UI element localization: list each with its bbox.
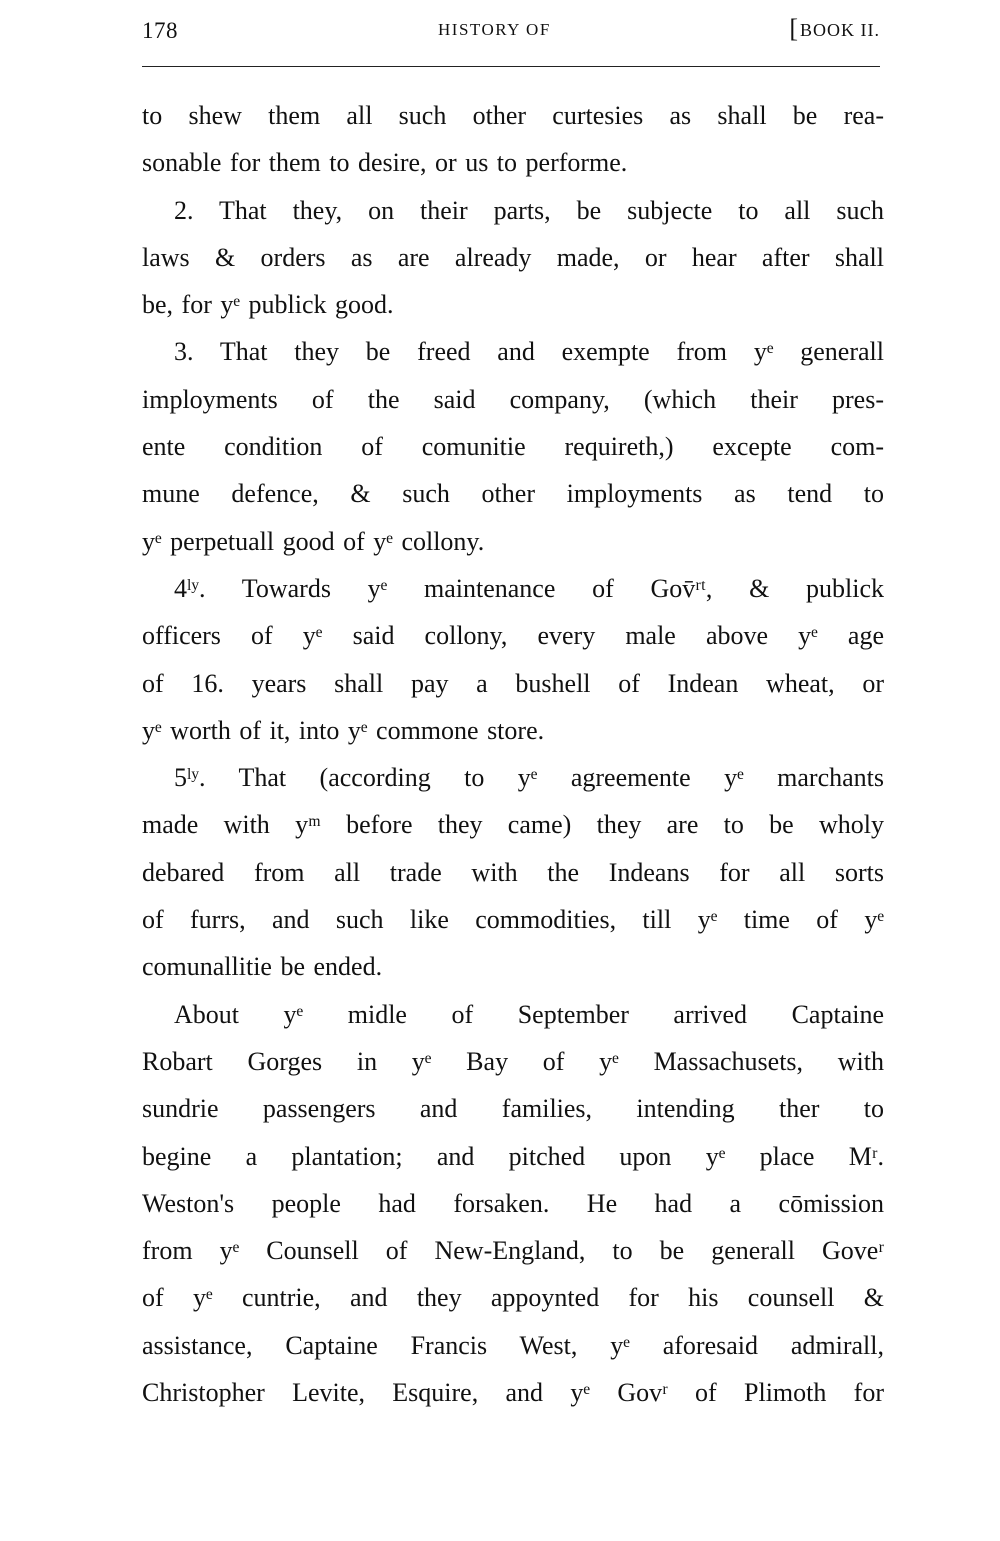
text-line: imployments of the said company, (which their pres- bbox=[142, 384, 884, 414]
text-line: comunallitie be ended. bbox=[142, 952, 383, 982]
body-text bbox=[142, 92, 884, 1416]
text-line: officers of yᵉ said collony, every male above yᵉ age bbox=[142, 621, 884, 651]
text-line: debared from all trade with the Indeans for all sorts bbox=[142, 857, 884, 887]
text-line: 2. That they, on their parts, be subjecte to all such bbox=[174, 195, 884, 225]
text-line: be, for yᵉ publick good. bbox=[142, 290, 394, 320]
text-line: of furrs, and such like commodities, till yᵉ time of yᵉ bbox=[142, 905, 884, 935]
text-line: 3. That they be freed and exempte from yᵉ generall bbox=[174, 337, 884, 367]
text-line: to shew them all such other curtesies as shall be rea- bbox=[142, 101, 884, 130]
text-line: ente condition of comunitie requireth,) excepte com- bbox=[142, 432, 884, 462]
text-line: sundrie passengers and families, intending ther to bbox=[142, 1094, 884, 1124]
text-line: from yᵉ Counsell of New-England, to be generall Goveʳ bbox=[142, 1236, 884, 1266]
text-line: assistance, Captaine Francis West, yᵉ aforesaid admirall, bbox=[142, 1330, 884, 1360]
text-line: Weston's people had forsaken. He had a cōmission bbox=[142, 1188, 884, 1218]
text-line: of 16. years shall pay a bushell of Indean wheat, or bbox=[142, 668, 884, 698]
text-line: yᵉ perpetuall good of yᵉ collony. bbox=[142, 526, 485, 556]
book-label bbox=[789, 14, 880, 43]
text-line: begine a plantation; and pitched upon yᵉ place Mʳ. bbox=[142, 1141, 884, 1171]
running-head bbox=[142, 14, 884, 52]
header-rule bbox=[142, 66, 880, 67]
text-line: 5ˡʸ. That (according to yᵉ agreemente yᵉ marchants bbox=[174, 763, 884, 793]
text-line: made with yᵐ before they came) they are to be wholy bbox=[142, 810, 884, 840]
text-line: yᵉ worth of it, into yᵉ commone store. bbox=[142, 715, 545, 745]
text-line: sonable for them to desire, or us to performe. bbox=[142, 148, 628, 178]
text-line: of yᵉ cuntrie, and they appoynted for his counsell & bbox=[142, 1283, 884, 1313]
text-line: Christopher Levite, Esquire, and yᵉ Govʳ of Plimoth for bbox=[142, 1378, 884, 1408]
page-number: 178 bbox=[142, 18, 178, 43]
bracket-glyph: [ bbox=[789, 14, 799, 43]
text-line: 4ˡʸ. Towards yᵉ maintenance of Gov̄ʳᵗ, & publick bbox=[174, 573, 884, 603]
text-line: mune defence, & such other imployments as tend to bbox=[142, 479, 884, 509]
text-line: laws & orders as are already made, or hear after shall bbox=[142, 242, 884, 272]
book-label-text: BOOK II. bbox=[800, 20, 880, 40]
running-title: HISTORY OF bbox=[438, 20, 551, 39]
text-line: About yᵉ midle of September arrived Captaine bbox=[174, 999, 884, 1029]
text-line: Robart Gorges in yᵉ Bay of yᵉ Massachusets, with bbox=[142, 1046, 884, 1076]
